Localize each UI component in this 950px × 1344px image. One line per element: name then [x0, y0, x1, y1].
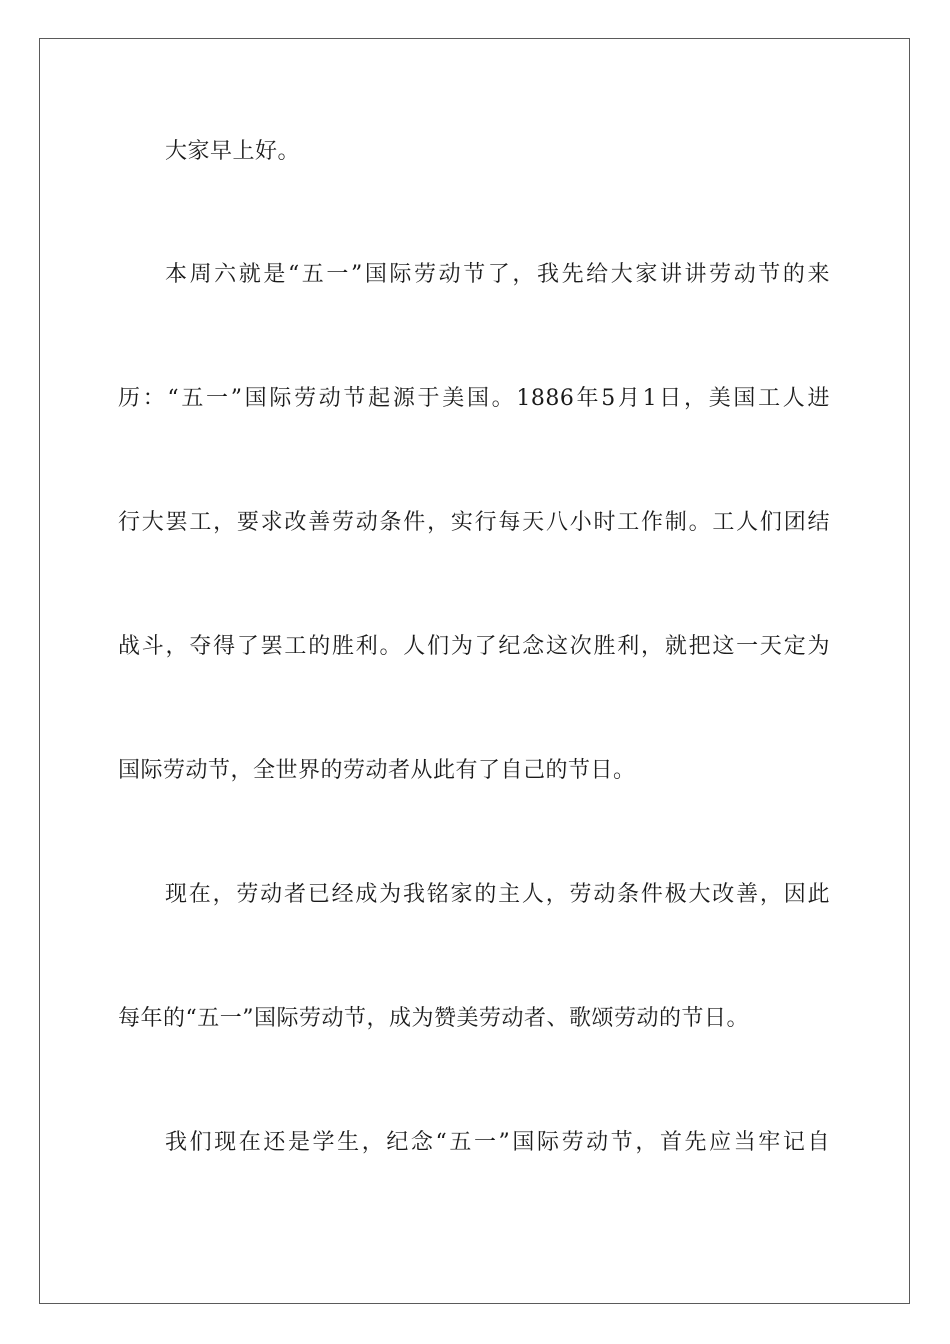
paragraph-1-line-1: 大家早上好。 — [165, 139, 301, 164]
paragraph-2-line-2: 历：“五一”国际劳动节起源于美国。1886年5月1日，美国工人进 — [118, 386, 830, 411]
paragraph-3-line-1: 现在，劳动者已经成为我铭家的主人，劳动条件极大改善，因此 — [165, 882, 830, 907]
page-border — [39, 38, 910, 1304]
paragraph-2-line-5: 国际劳动节，全世界的劳动者从此有了自己的节日。 — [118, 758, 636, 783]
paragraph-2-line-1: 本周六就是“五一”国际劳动节了，我先给大家讲讲劳动节的来 — [165, 262, 830, 287]
paragraph-4-line-1: 我们现在还是学生，纪念“五一”国际劳动节，首先应当牢记自 — [165, 1130, 830, 1155]
paragraph-2-line-3: 行大罢工，要求改善劳动条件，实行每天八小时工作制。工人们团结 — [118, 510, 830, 535]
paragraph-3-line-2: 每年的“五一”国际劳动节，成为赞美劳动者、歌颂劳动的节日。 — [118, 1006, 749, 1031]
paragraph-2-line-4: 战斗，夺得了罢工的胜利。人们为了纪念这次胜利，就把这一天定为 — [118, 634, 830, 659]
